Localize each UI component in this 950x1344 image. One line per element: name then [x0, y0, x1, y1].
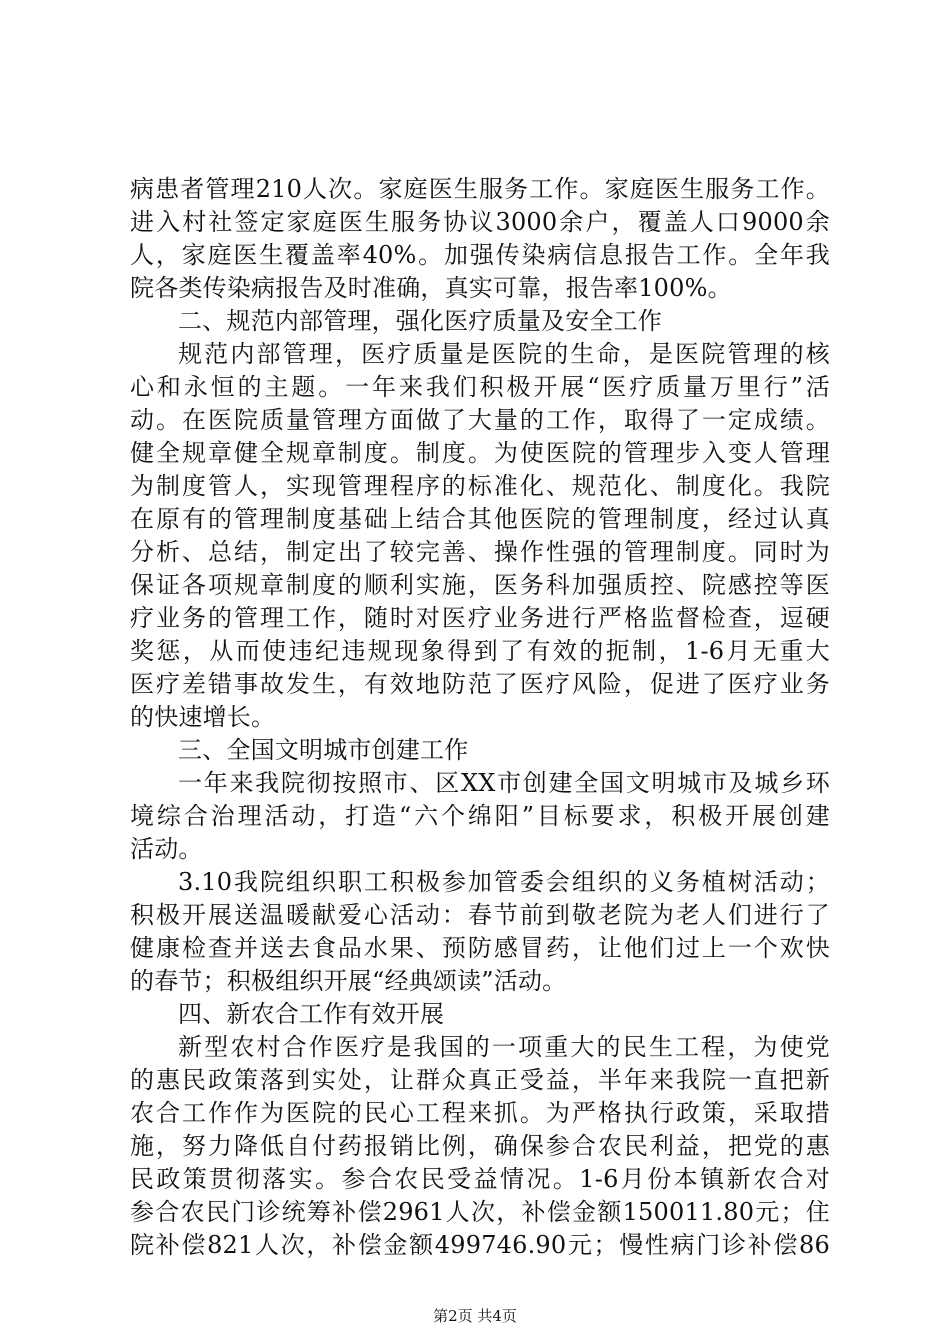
text-line: 活动。: [130, 835, 203, 863]
text-line: 积极开展送温暖献爱心活动：春节前到敬老院为老人们进行了: [130, 901, 830, 929]
text-line: 在原有的管理制度基础上结合其他医院的管理制度，经过认真: [130, 505, 830, 533]
text-line: 心和永恒的主题。一年来我们积极开展“医疗质量万里行”活: [130, 373, 830, 401]
text-line: 保证各项规章制度的顺利实施，医务科加强质控、院感控等医: [130, 571, 830, 599]
text-line: 规范内部管理，医疗质量是医院的生命，是医院管理的核: [178, 340, 830, 368]
section-heading: 二、规范内部管理，强化医疗质量及安全工作: [178, 307, 662, 335]
text-line: 的春节；积极组织开展“经典颂读”活动。: [130, 967, 567, 995]
text-line: 为制度管人，实现管理程序的标准化、规范化、制度化。我院: [130, 472, 830, 500]
text-line: 的惠民政策落到实处，让群众真正受益，半年来我院一直把新: [130, 1066, 830, 1094]
text-line: 动。在医院质量管理方面做了大量的工作，取得了一定成绩。: [130, 406, 830, 434]
text-line: 农合工作作为医院的民心工程来抓。为严格执行政策，采取措: [130, 1099, 830, 1127]
text-line: 分析、总结，制定出了较完善、操作性强的管理制度。同时为: [130, 538, 830, 566]
page-footer: 第2页 共4页: [433, 1307, 517, 1325]
text-line: 境综合治理活动，打造“六个绵阳”目标要求，积极开展创建: [130, 802, 830, 830]
text-line: 健全规章健全规章制度。制度。为使医院的管理步入变人管理: [130, 439, 830, 467]
document-body: [130, 173, 830, 1262]
text-line: 的快速增长。: [130, 703, 276, 731]
text-line: 院各类传染病报告及时准确，真实可靠，报告率100%。: [130, 274, 732, 302]
text-line: 新型农村合作医疗是我国的一项重大的民生工程，为使党: [178, 1033, 830, 1061]
text-line: 疗业务的管理工作，随时对医疗业务进行严格监督检查，逗硬: [130, 604, 830, 632]
text-line: 3.10我院组织职工积极参加管委会组织的义务植树活动；: [178, 868, 830, 896]
text-line: 院补偿821人次，补偿金额499746.90元；慢性病门诊补偿86: [130, 1231, 830, 1259]
text-line: 一年来我院彻按照市、区XX市创建全国文明城市及城乡环: [178, 769, 830, 797]
text-line: 施，努力降低自付药报销比例，确保参合农民利益，把党的惠: [130, 1132, 830, 1160]
text-line: 人，家庭医生覆盖率40%。加强传染病信息报告工作。全年我: [130, 241, 830, 269]
text-line: 民政策贯彻落实。参合农民受益情况。1-6月份本镇新农合对: [130, 1165, 830, 1193]
text-line: 进入村社签定家庭医生服务协议3000余户，覆盖人口9000余: [130, 208, 830, 236]
section-heading: 四、新农合工作有效开展: [178, 1000, 445, 1028]
text-line: 奖惩，从而使违纪违规现象得到了有效的扼制，1-6月无重大: [130, 637, 830, 665]
text-line: 参合农民门诊统筹补偿2961人次，补偿金额150011.80元；住: [130, 1198, 830, 1226]
section-heading: 三、全国文明城市创建工作: [178, 736, 469, 764]
text-line: 健康检查并送去食品水果、预防感冒药，让他们过上一个欢快: [130, 934, 830, 962]
text-line: 病患者管理210人次。家庭医生服务工作。家庭医生服务工作。: [130, 175, 830, 203]
text-line: 医疗差错事故发生，有效地防范了医疗风险，促进了医疗业务: [130, 670, 830, 698]
